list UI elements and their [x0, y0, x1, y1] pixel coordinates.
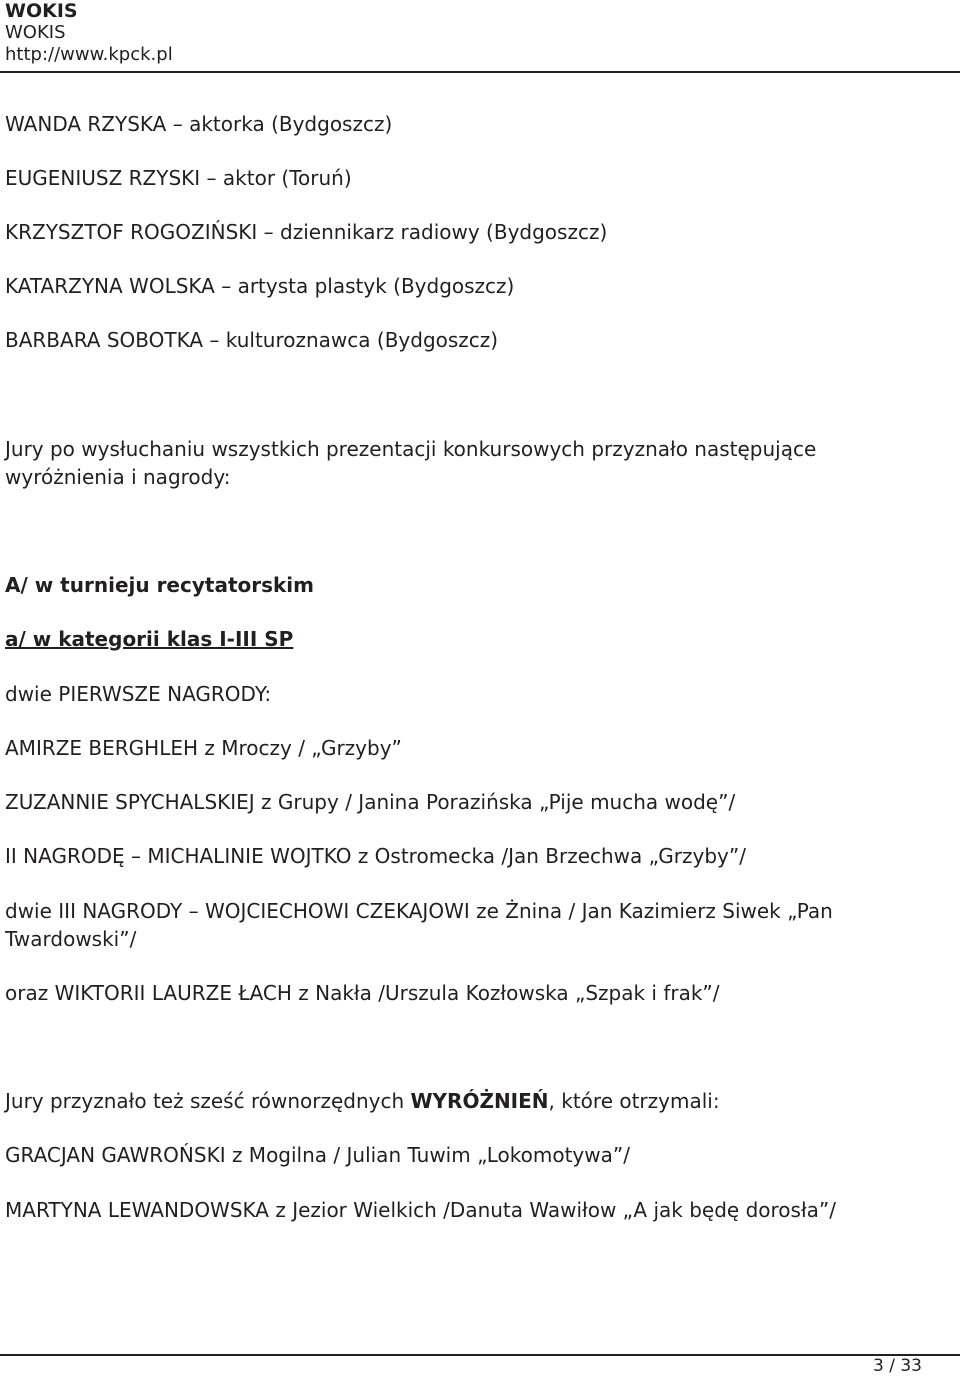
jury-member-4: KATARZYNA WOLSKA – artysta plastyk (Bydgoszcz) — [5, 274, 515, 298]
jury-member-1: WANDA RZYSKA – aktorka (Bydgoszcz) — [5, 112, 393, 136]
site-title-bold: WOKIS — [5, 0, 78, 22]
distinction-line-2: MARTYNA LEWANDOWSKA z Jezior Wielkich /Danuta Wawiłow „A jak będę dorosła”/ — [5, 1198, 836, 1222]
distinctions-bold: WYRÓŻNIEŃ — [410, 1089, 549, 1113]
distinctions-before: Jury przyznało też sześć równorzędnych — [5, 1089, 411, 1113]
jury-member-2: EUGENIUSZ RZYSKI – aktor (Toruń) — [5, 166, 352, 190]
site-title: WOKIS — [5, 22, 66, 43]
section-heading: A/ w turnieju recytatorskim — [5, 573, 315, 597]
distinctions-after: , które otrzymali: — [548, 1089, 720, 1113]
footer-divider — [0, 1354, 960, 1356]
site-url: http://www.kpck.pl — [5, 44, 173, 65]
header-divider — [0, 71, 960, 73]
winner-line-1: AMIRZE BERGHLEH z Mroczy / „Grzyby” — [5, 736, 402, 760]
distinctions-intro — [5, 1087, 720, 1115]
intro-paragraph: Jury po wysłuchaniu wszystkich prezentacji konkursowych przyznało następujące wyróżnienia i nagrody: — [5, 437, 817, 489]
jury-member-3: KRZYSZTOF ROGOZIŃSKI – dziennikarz radiowy (Bydgoszcz) — [5, 220, 608, 244]
third-prize-line-2: oraz WIKTORII LAURZE ŁACH z Nakła /Urszula Kozłowska „Szpak i frak”/ — [5, 981, 720, 1005]
page-header — [5, 0, 960, 66]
first-prizes-label: dwie PIERWSZE NAGRODY: — [5, 682, 272, 706]
distinction-line-1: GRACJAN GAWROŃSKI z Mogilna / Julian Tuwim „Lokomotywa”/ — [5, 1143, 630, 1167]
winner-line-2: ZUZANNIE SPYCHALSKIEJ z Grupy / Janina Porazińska „Pije mucha wodę”/ — [5, 790, 736, 814]
third-prizes-line: dwie III NAGRODY – WOJCIECHOWI CZEKAJOWI ze Żnina / Jan Kazimierz Siwek „Pan Twardowski”/ — [5, 899, 833, 951]
second-prize-line: II NAGRODĘ – MICHALINIE WOJTKO z Ostromecka /Jan Brzechwa „Grzyby”/ — [5, 844, 746, 868]
jury-member-5: BARBARA SOBOTKA – kulturoznawca (Bydgoszcz) — [5, 328, 499, 352]
page-number: 3 / 33 — [873, 1356, 922, 1376]
category-heading: a/ w kategorii klas I-III SP — [5, 627, 294, 651]
